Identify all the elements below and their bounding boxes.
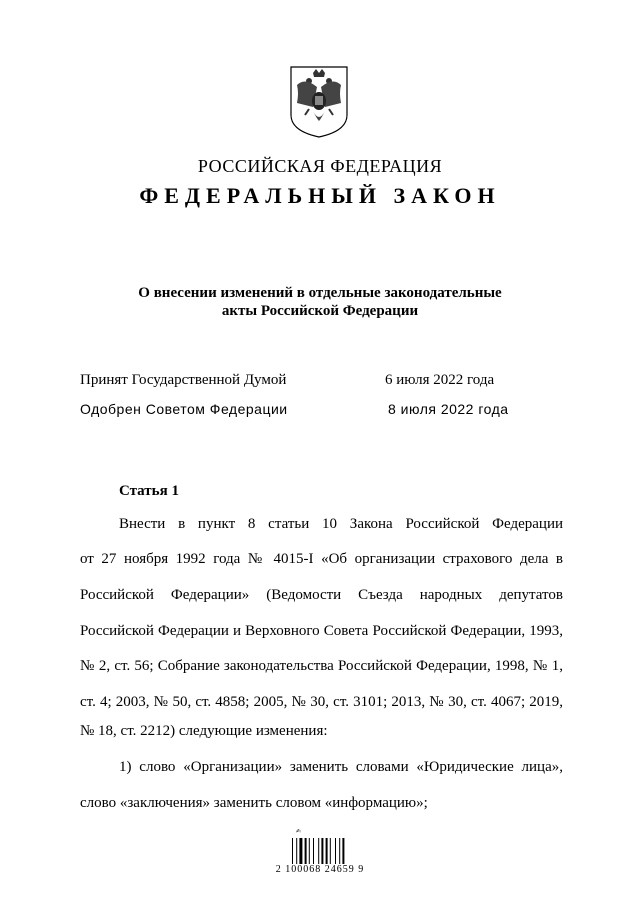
- coat-of-arms-icon: [287, 63, 351, 139]
- article-heading: Статья 1: [119, 483, 179, 499]
- article-item-line: 1) слово «Организации» заменить словами «Юридические лица»,: [119, 759, 563, 775]
- svg-text:✍: ✍: [296, 828, 302, 835]
- law-title-line: акты Российской Федерации: [221, 303, 419, 319]
- approved-label: Одобрен Советом Федерации: [80, 401, 288, 417]
- law-title-line: О внесении изменений в отдельные законодательные: [138, 285, 502, 301]
- article-paragraph-line: Внести в пункт 8 статьи 10 Закона Российской Федерации: [119, 516, 563, 532]
- article-paragraph-line: от 27 ноября 1992 года № 4015-I «Об организации страхового дела в: [80, 551, 563, 567]
- article-paragraph-line: Российской Федерации и Верховного Совета Российской Федерации, 1993,: [80, 623, 563, 639]
- barcode-number: 2 100068 24659 9: [275, 864, 365, 875]
- state-name: РОССИЙСКАЯ ФЕДЕРАЦИЯ: [197, 156, 443, 176]
- article-paragraph-line: ст. 4; 2003, № 50, ст. 4858; 2005, № 30, ст. 3101; 2013, № 30, ст. 4067; 2019,: [80, 694, 563, 710]
- article-paragraph-line: Российской Федерации» (Ведомости Съезда народных депутатов: [80, 587, 563, 603]
- approved-date: 8 июля 2022 года: [388, 401, 509, 417]
- article-paragraph-line: № 18, ст. 2212) следующие изменения:: [80, 723, 328, 739]
- law-title: [100, 284, 540, 320]
- adopted-label: Принят Государственной Думой: [80, 372, 287, 388]
- article-paragraph-line: № 2, ст. 56; Собрание законодательства Российской Федерации, 1998, № 1,: [80, 658, 563, 674]
- adopted-date: 6 июля 2022 года: [385, 372, 495, 388]
- law-type-heading: ФЕДЕРАЛЬНЫЙ ЗАКОН: [139, 183, 501, 208]
- article-item-line: слово «заключения» заменить словом «информацию»;: [80, 795, 428, 811]
